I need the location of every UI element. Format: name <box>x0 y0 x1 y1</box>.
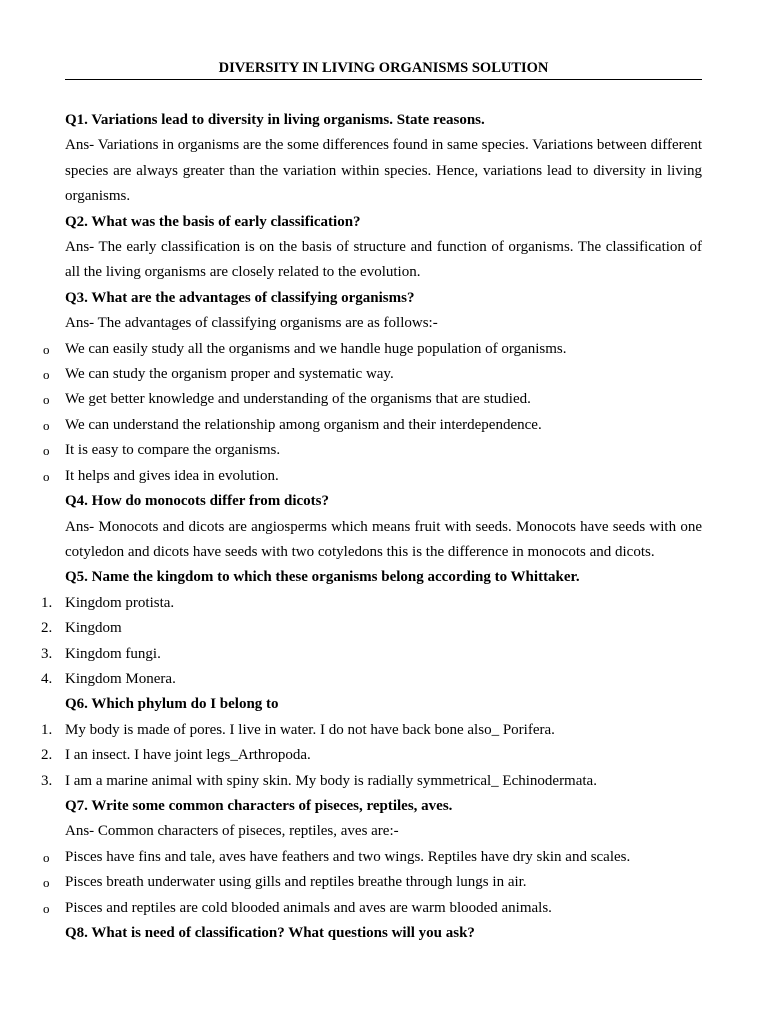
question-6: Q6. Which phylum do I belong to <box>65 696 279 713</box>
list-item <box>43 896 702 921</box>
list-item <box>41 769 702 794</box>
number-marker: 1. <box>41 721 53 738</box>
list-item-text: It is easy to compare the organisms. <box>65 442 281 459</box>
bullet-marker: o <box>43 900 50 916</box>
number-marker: 3. <box>41 772 53 789</box>
question-7: Q7. Write some common characters of piseces, reptiles, aves. <box>65 797 453 814</box>
list-item-text: Pisces have fins and tale, aves have feathers and two wings. Reptiles have dry skin and scales. <box>65 848 631 865</box>
list-item <box>43 438 702 463</box>
answer-2: Ans- The early classification is on the basis of structure and function of organisms. The classification of all the living organisms are closely related to the evolution. <box>65 239 702 281</box>
question-5: Q5. Name the kingdom to which these organisms belong according to Whittaker. <box>65 569 580 586</box>
bullet-marker: o <box>43 468 50 484</box>
answer-3: Ans- The advantages of classifying organisms are as follows:- <box>65 315 438 332</box>
list-item-text: Kingdom protista. <box>65 594 175 611</box>
list-item-text: We can study the organism proper and systematic way. <box>65 366 394 383</box>
list-item-text: We get better knowledge and understanding of the organisms that are studied. <box>65 391 531 408</box>
list-item-text: I am a marine animal with spiny skin. My body is radially symmetrical_ Echinodermata. <box>65 772 597 789</box>
title-underline <box>65 79 702 80</box>
list-item-text: Kingdom <box>65 620 122 637</box>
question-4: Q4. How do monocots differ from dicots? <box>65 493 330 510</box>
list-item <box>43 464 702 489</box>
list-item <box>43 845 702 870</box>
list-item <box>43 413 702 438</box>
answer-7: Ans- Common characters of piseces, reptiles, aves are:- <box>65 823 399 840</box>
list-item-text: We can easily study all the organisms and we handle huge population of organisms. <box>65 340 567 357</box>
list-item-text: Kingdom Monera. <box>65 670 176 687</box>
list-item-text: I an insect. I have joint legs_Arthropoda. <box>65 747 311 764</box>
answer-4: Ans- Monocots and dicots are angiosperms which means fruit with seeds. Monocots have seeds with one cotyledon and dicots have seeds with two cotyledons this is the difference in monocots and dicots. <box>65 518 702 560</box>
list-item-text: It helps and gives idea in evolution. <box>65 467 279 484</box>
list-item <box>41 591 702 616</box>
bullet-marker: o <box>43 417 50 433</box>
list-item <box>41 743 702 768</box>
question-3: Q3. What are the advantages of classifying organisms? <box>65 289 415 306</box>
list-item-text: Pisces breath underwater using gills and reptiles breathe through lungs in air. <box>65 874 527 891</box>
document-body <box>41 108 702 946</box>
list-item <box>41 667 702 692</box>
number-marker: 2. <box>41 620 53 637</box>
question-2: Q2. What was the basis of early classification? <box>65 213 361 230</box>
list-item <box>43 387 702 412</box>
number-marker: 4. <box>41 670 53 687</box>
bullet-marker: o <box>43 875 50 891</box>
bullet-marker: o <box>43 443 50 459</box>
list-item-text: My body is made of pores. I live in water. I do not have back bone also_ Porifera. <box>65 721 555 738</box>
list-item <box>43 337 702 362</box>
number-marker: 1. <box>41 594 53 611</box>
list-item <box>41 718 702 743</box>
question-8: Q8. What is need of classification? What questions will you ask? <box>65 925 475 941</box>
list-item <box>41 642 702 667</box>
number-marker: 3. <box>41 645 53 662</box>
answer-1: Ans- Variations in organisms are the some differences found in same species. Variations between different species are always greater than the variation within species. Hence, variations lead to diversity in living organisms. <box>65 137 702 205</box>
list-item-text: Kingdom fungi. <box>65 645 161 662</box>
bullet-marker: o <box>43 367 50 383</box>
number-marker: 2. <box>41 747 53 764</box>
list-item <box>41 616 702 641</box>
list-item-text: Pisces and reptiles are cold blooded animals and aves are warm blooded animals. <box>65 899 552 916</box>
bullet-marker: o <box>43 392 50 408</box>
question-1: Q1. Variations lead to diversity in living organisms. State reasons. <box>65 112 485 128</box>
bullet-marker: o <box>43 341 50 357</box>
page-title: DIVERSITY IN LIVING ORGANISMS SOLUTION <box>218 60 549 76</box>
bullet-marker: o <box>43 849 50 865</box>
list-item-text: We can understand the relationship among organism and their interdependence. <box>65 416 542 433</box>
list-item <box>43 870 702 895</box>
list-item <box>43 362 702 387</box>
